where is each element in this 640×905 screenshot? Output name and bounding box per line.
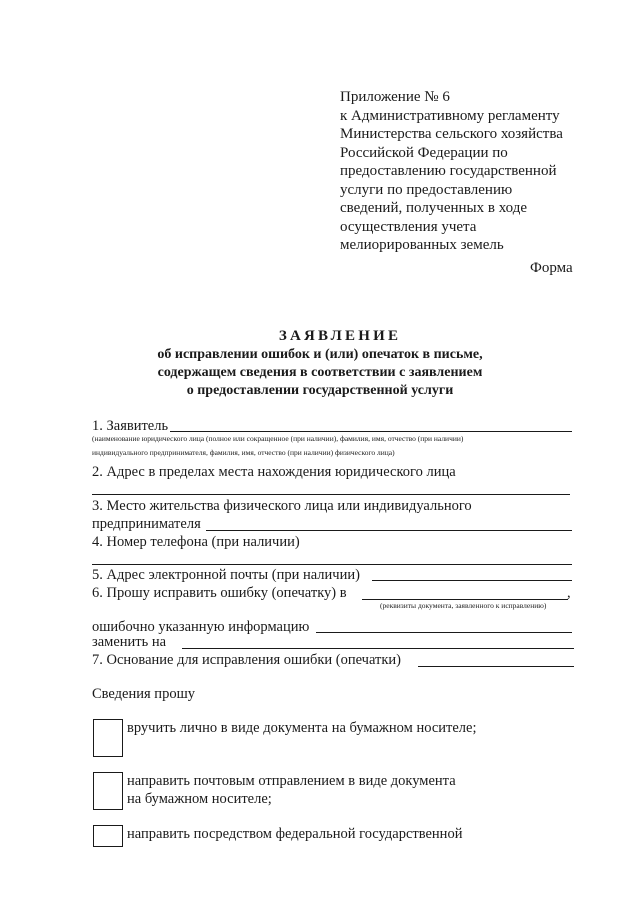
wrong-info-field-line[interactable] (316, 632, 572, 633)
appendix-line: услуги по предоставлению (340, 181, 513, 198)
appendix-line: к Административному регламенту (340, 107, 560, 124)
appendix-line: мелиорированных земель (340, 237, 504, 253)
appendix-line: сведений, полученных в ходе (340, 200, 528, 216)
residence-field-line[interactable] (206, 530, 572, 531)
appendix-line: Российской Федерации по (340, 144, 508, 161)
form-label: Форма (530, 260, 573, 276)
fix-request-note: (реквизиты документа, заявленного к исправлению) (380, 601, 547, 610)
phone-field-line[interactable] (92, 564, 572, 565)
appendix-line: предоставлению государственной (340, 163, 557, 179)
reason-label: 7. Основание для исправления ошибки (опечатки) (92, 652, 401, 668)
delivery-option-checkbox[interactable] (93, 772, 123, 810)
appendix-line: Приложение № 6 (340, 89, 450, 105)
delivery-option-checkbox[interactable] (93, 825, 123, 847)
address-label: 2. Адрес в пределах места нахождения юридического лица (92, 464, 456, 480)
fix-request-label: 6. Прошу исправить ошибку (опечатку) в (92, 585, 347, 601)
delivery-option-label-cont: на бумажном носителе; (127, 791, 272, 807)
wrong-info-label: ошибочно указанную информацию (92, 619, 310, 635)
applicant-note: (наименование юридического лица (полное или сокращенное (при наличии), фамилия, имя, отчество (при наличии) (92, 434, 464, 443)
applicant-label: 1. Заявитель (92, 418, 169, 434)
fix-request-comma: , (567, 585, 571, 601)
document-title: ЗАЯВЛЕНИЕ (278, 328, 402, 344)
email-field-line[interactable] (372, 580, 572, 581)
document-subtitle: об исправлении ошибок и (или) опечаток в письме, (157, 347, 483, 362)
replace-field-line[interactable] (182, 648, 574, 649)
applicant-field-line[interactable] (170, 431, 572, 432)
document-subtitle: о предоставлении государственной услуги (186, 383, 454, 398)
applicant-note: индивидуального предпринимателя, фамилия, имя, отчество (при наличии) физического лица) (92, 448, 395, 457)
email-label: 5. Адрес электронной почты (при наличии) (92, 567, 360, 583)
delivery-option-label: направить почтовым отправлением в виде документа (127, 773, 456, 789)
delivery-option-label: направить посредством федеральной государственной (127, 826, 463, 842)
fix-request-field-line[interactable] (362, 599, 568, 600)
delivery-option-checkbox[interactable] (93, 719, 123, 757)
document-subtitle: содержащем сведения в соответствии с заявлением (157, 365, 483, 380)
appendix-block (340, 88, 563, 255)
delivery-option-label: вручить лично в виде документа на бумажном носителе; (127, 720, 477, 736)
replace-label: заменить на (92, 634, 167, 650)
residence-label-cont: предпринимателя (92, 516, 201, 532)
delivery-heading: Сведения прошу (92, 686, 195, 702)
appendix-line: осуществления учета (340, 218, 477, 235)
reason-field-line[interactable] (418, 666, 574, 667)
appendix-line: Министерства сельского хозяйства (340, 126, 563, 142)
residence-label: 3. Место жительства физического лица или индивидуального (92, 498, 472, 514)
address-field-line[interactable] (92, 494, 570, 495)
phone-label: 4. Номер телефона (при наличии) (92, 534, 300, 550)
